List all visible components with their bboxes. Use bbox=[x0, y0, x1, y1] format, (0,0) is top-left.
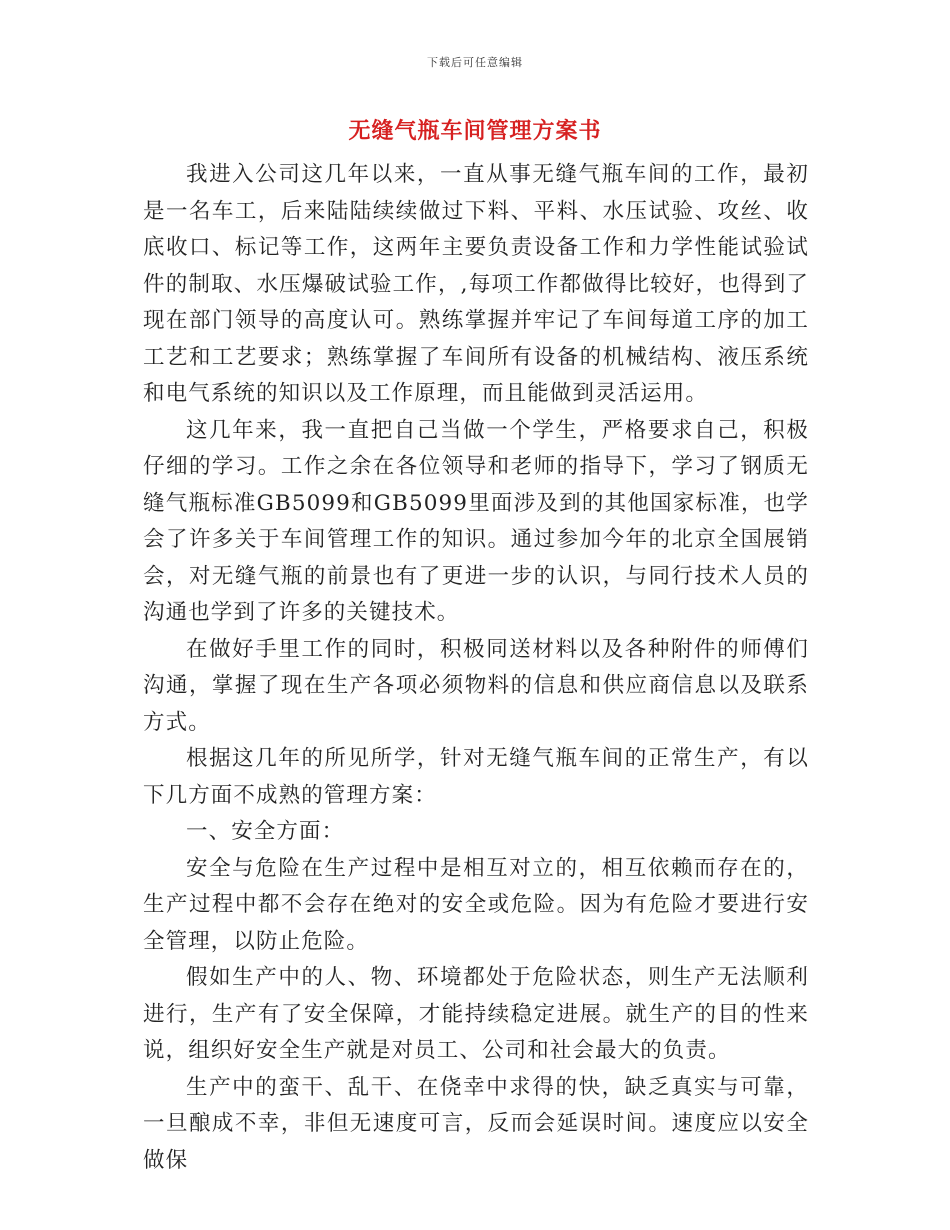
document-body bbox=[143, 157, 809, 1179]
paragraph-plan-intro: 根据这几年的所见所学，针对无缝气瓶车间的正常生产，有以下几方面不成熟的管理方案： bbox=[143, 746, 809, 808]
paragraph-communication: 在做好手里工作的同时，积极同送材料以及各种附件的师傅们沟通，掌握了现在生产各项必须物料的信息和供应商信息以及联系方式。 bbox=[143, 636, 809, 735]
document-title: 无缝气瓶车间管理方案书 bbox=[348, 118, 602, 144]
paragraph-intro: 我进入公司这几年以来，一直从事无缝气瓶车间的工作，最初是一名车工，后来陆陆续续做过下料、平料、水压试验、攻丝、收底收口、标记等工作，这两年主要负责设备工作和力学性能试验试件的制取、水压爆破试验工作，,每项工作都做得比较好，也得到了现在部门领导的高度认可。熟练掌握并牢记了车间每道工序的加工工艺和工艺要求；熟练掌握了车间所有设备的机械结构、液压系统和电气系统的知识以及工作原理，而且能做到灵活运用。 bbox=[143, 162, 809, 406]
paragraph-safety-3: 生产中的蛮干、乱干、在侥幸中求得的快，缺乏真实与可靠，一旦酿成不幸，非但无速度可言，反而会延误时间。速度应以安全做保 bbox=[143, 1074, 809, 1173]
section-heading-safety: 一、安全方面： bbox=[186, 819, 345, 844]
paragraph-safety-1: 安全与危险在生产过程中是相互对立的，相互依赖而存在的，生产过程中都不会存在绝对的安全或危险。因为有危险才要进行安全管理，以防止危险。 bbox=[143, 855, 809, 954]
paragraph-safety-2: 假如生产中的人、物、环境都处于危险状态，则生产无法顺利进行，生产有了安全保障，才能持续稳定进展。就生产的目的性来说，组织好安全生产就是对员工、公司和社会最大的负责。 bbox=[143, 965, 809, 1063]
paragraph-study: 这几年来，我一直把自己当做一个学生，严格要求自己，积极仔细的学习。工作之余在各位领导和老师的指导下，学习了钢质无缝气瓶标准GB5099和GB5099里面涉及到的其他国家标准，也学会了许多关于车间管理工作的知识。通过参加今年的北京全国展销会，对无缝气瓶的前景也有了更进一步的认识，与同行技术人员的沟通也学到了许多的关键技术。 bbox=[143, 417, 809, 625]
header-note: 下载后可任意编辑 bbox=[427, 56, 523, 69]
